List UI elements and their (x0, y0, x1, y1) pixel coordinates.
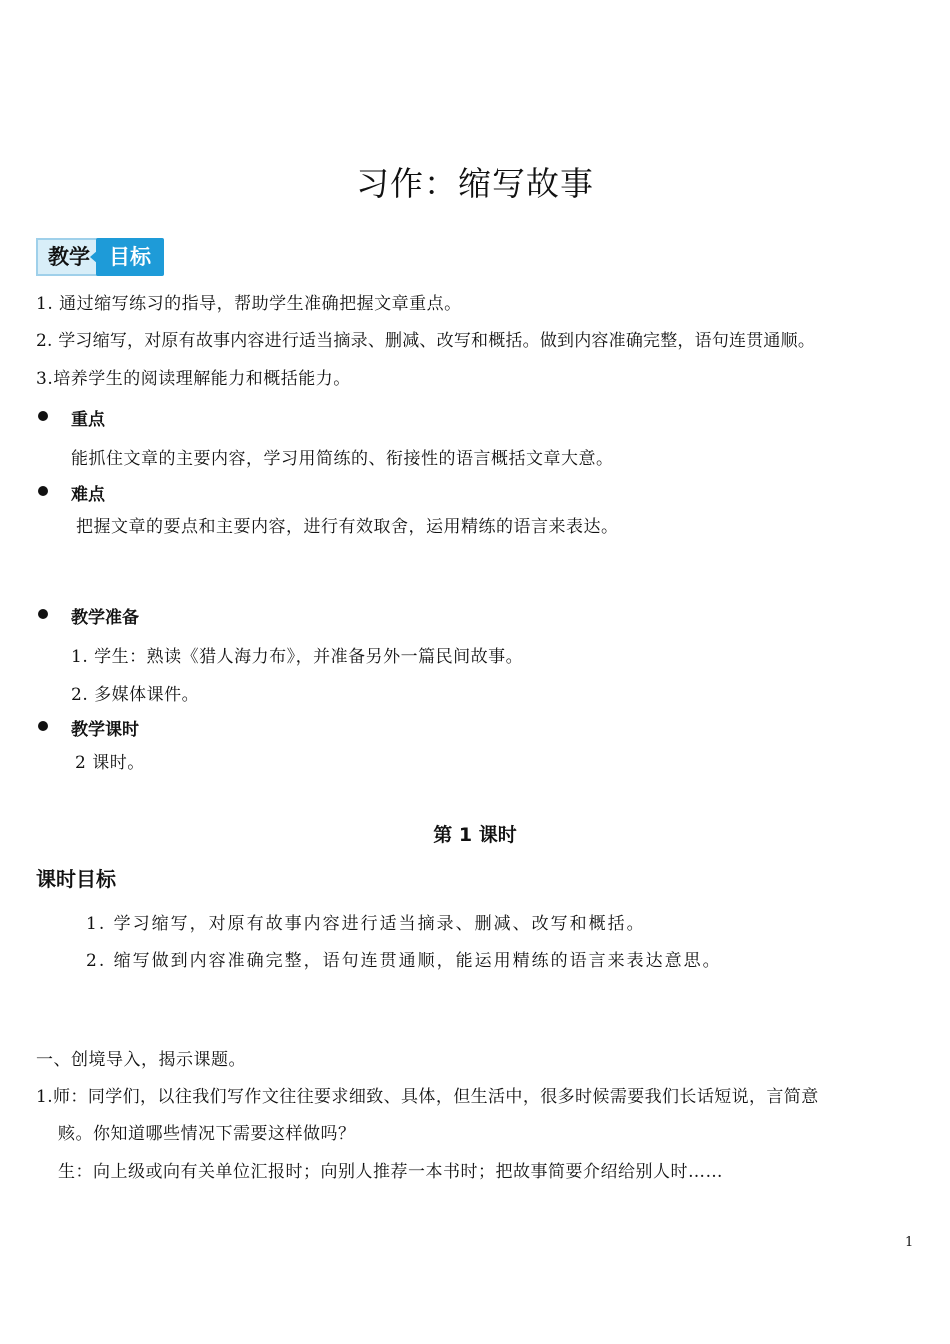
page-number: 1 (905, 1235, 914, 1250)
teacher-line: 1.师：同学们，以往我们写作文往往要求细致、具体，但生活中，很多时候需要我们长话短说，言简意 (36, 1087, 819, 1107)
lesson-goal-item: 1. 学习缩写，对原有故事内容进行适当摘录、删减、改写和概括。 (86, 914, 646, 934)
preparation-item: 2. 多媒体课件。 (71, 685, 200, 705)
difficulty-text: 把握文章的要点和主要内容，进行有效取舍，运用精练的语言来表达。 (76, 517, 619, 537)
badge-right-label: 目标 (96, 238, 164, 276)
preparation-heading: 教学准备 (71, 608, 139, 628)
lesson-title: 第 1 课时 (433, 824, 517, 846)
bullet-icon (38, 486, 48, 496)
difficulty-heading: 难点 (71, 485, 105, 505)
badge-arrow-icon (90, 250, 98, 264)
bullet-icon (38, 721, 48, 731)
bullet-icon (38, 609, 48, 619)
student-line: 生：向上级或向有关单位汇报时；向别人推荐一本书时；把故事简要介绍给别人时…… (58, 1162, 723, 1182)
objective-item: 2. 学习缩写，对原有故事内容进行适当摘录、删减、改写和概括。做到内容准确完整，语句连贯通顺。 (36, 331, 816, 351)
key-point-text: 能抓住文章的主要内容，学习用简练的、衔接性的语言概括文章大意。 (71, 449, 614, 469)
periods-text: 2 课时。 (75, 753, 145, 773)
section-heading: 一、创境导入，揭示课题。 (36, 1050, 246, 1070)
bullet-icon (38, 411, 48, 421)
lesson-goal-item: 2. 缩写做到内容准确完整，语句连贯通顺，能运用精练的语言来表达意思。 (86, 951, 722, 971)
teacher-line: 赅。你知道哪些情况下需要这样做吗？ (58, 1124, 356, 1144)
key-point-heading: 重点 (71, 410, 105, 430)
objective-item: 1. 通过缩写练习的指导，帮助学生准确把握文章重点。 (36, 294, 462, 314)
badge-left-label: 教学 (36, 238, 102, 276)
lesson-goals-heading: 课时目标 (36, 867, 116, 891)
document-title: 习作：缩写故事 (356, 164, 594, 203)
objective-item: 3.培养学生的阅读理解能力和概括能力。 (36, 369, 351, 389)
preparation-item: 1. 学生：熟读《猎人海力布》，并准备另外一篇民间故事。 (71, 647, 524, 667)
teaching-objectives-badge (36, 238, 164, 276)
periods-heading: 教学课时 (71, 720, 139, 740)
